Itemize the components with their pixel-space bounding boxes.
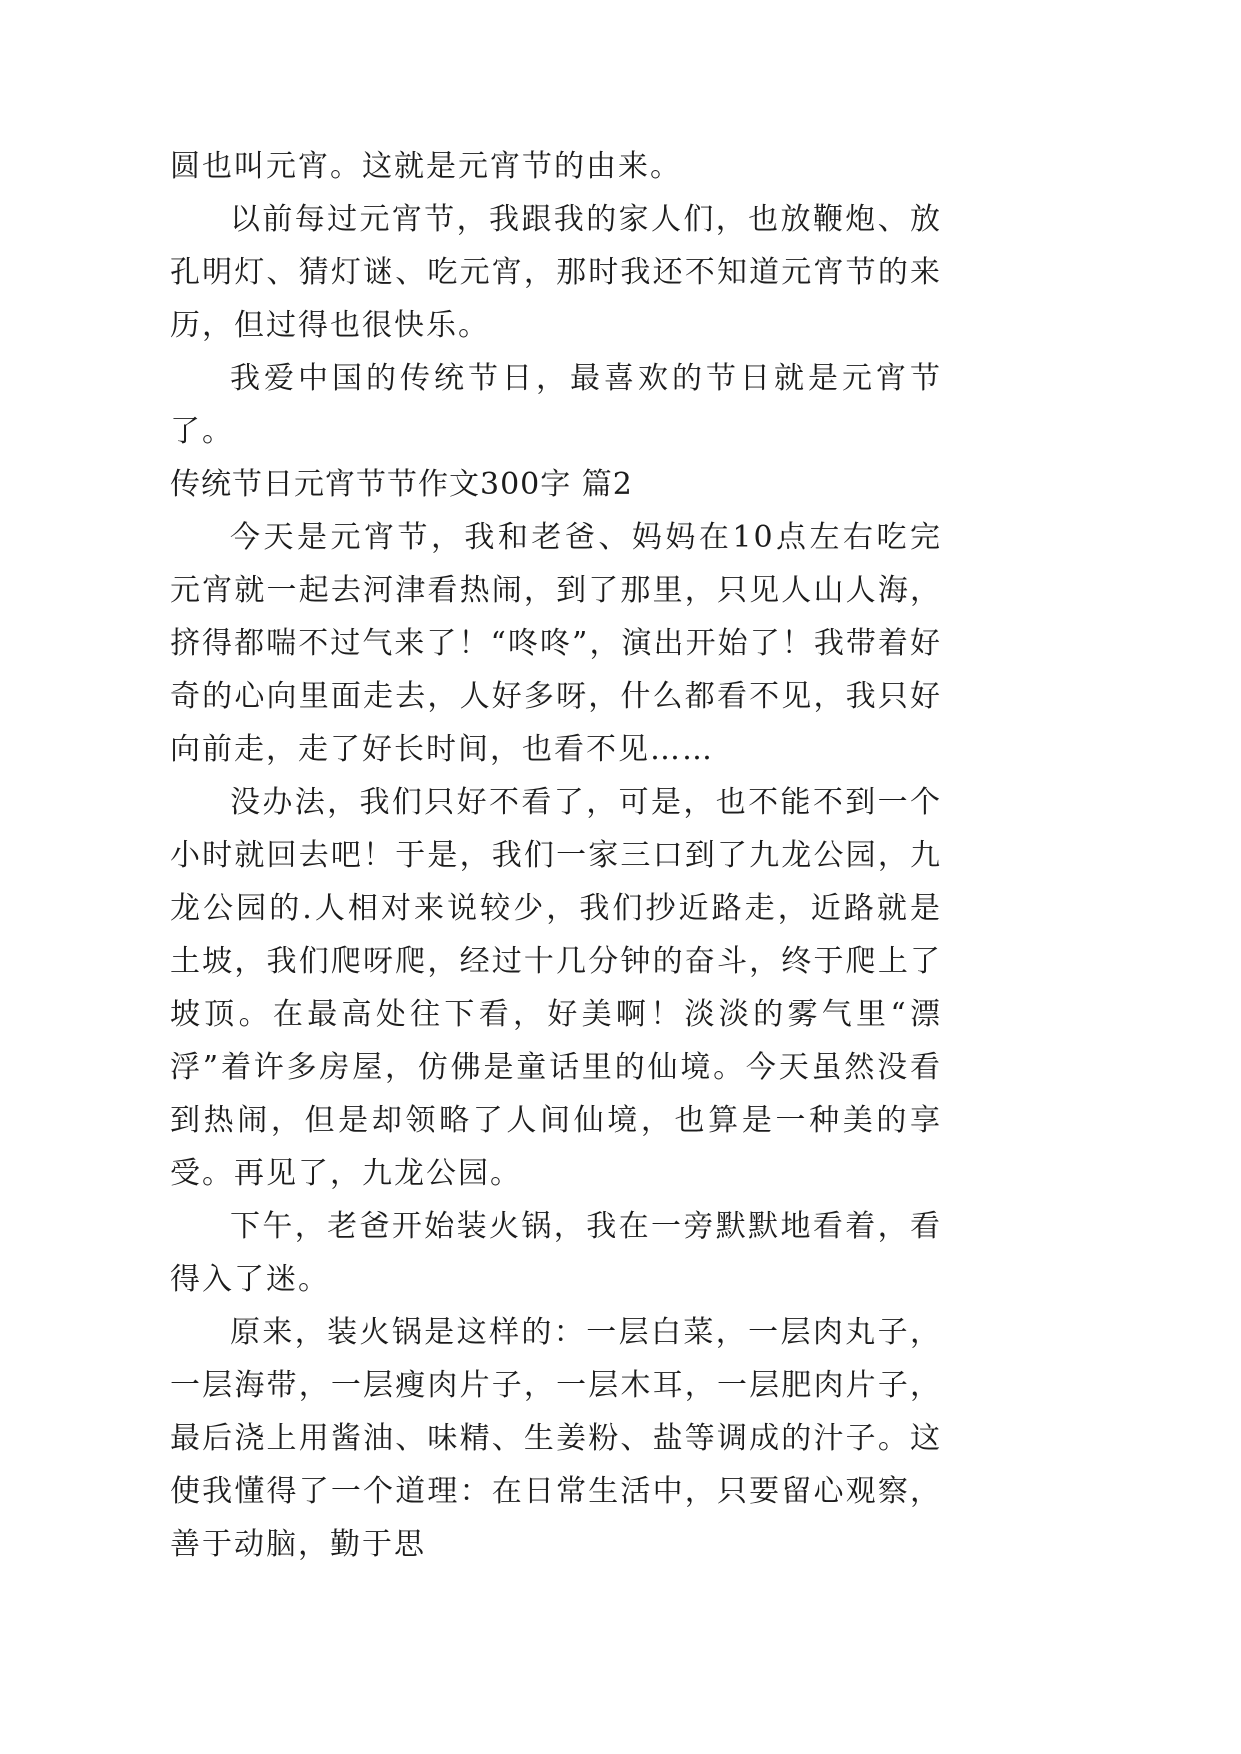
paragraph: 今天是元宵节，我和老爸、妈妈在10点左右吃完元宵就一起去河津看热闹，到了那里，只见人山人海，挤得都喘不过气来了！“咚咚”，演出开始了！我带着好奇的心向里面走去，人好多呀，什么都看不见，我只好向前走，走了好长时间，也看不见…… xyxy=(170,520,942,767)
section-heading: 传统节日元宵节节作文300字 篇2 xyxy=(170,467,633,502)
paragraph: 没办法，我们只好不看了，可是，也不能不到一个小时就回去吧！于是，我们一家三口到了九龙公园，九龙公园的.人相对来说较少，我们抄近路走，近路就是土坡，我们爬呀爬，经过十几分钟的奋斗，终于爬上了坡顶。在最高处往下看，好美啊！淡淡的雾气里“漂浮”着许多房屋，仿佛是童话里的仙境。今天虽然没看到热闹，但是却领略了人间仙境，也算是一种美的享受。再见了，九龙公园。 xyxy=(170,785,942,1191)
paragraph: 我爱中国的传统节日，最喜欢的节日就是元宵节了。 xyxy=(170,361,942,449)
paragraph: 圆也叫元宵。这就是元宵节的由来。 xyxy=(170,149,682,184)
paragraph: 下午，老爸开始装火锅，我在一旁默默地看着，看得入了迷。 xyxy=(170,1209,942,1297)
document-body xyxy=(170,140,942,1571)
paragraph: 原来，装火锅是这样的：一层白菜，一层肉丸子，一层海带，一层瘦肉片子，一层木耳，一层肥肉片子，最后浇上用酱油、味精、生姜粉、盐等调成的汁子。这使我懂得了一个道理：在日常生活中，只要留心观察，善于动脑，勤于思 xyxy=(170,1315,942,1562)
paragraph: 以前每过元宵节，我跟我的家人们，也放鞭炮、放孔明灯、猜灯谜、吃元宵，那时我还不知道元宵节的来历，但过得也很快乐。 xyxy=(170,202,942,343)
